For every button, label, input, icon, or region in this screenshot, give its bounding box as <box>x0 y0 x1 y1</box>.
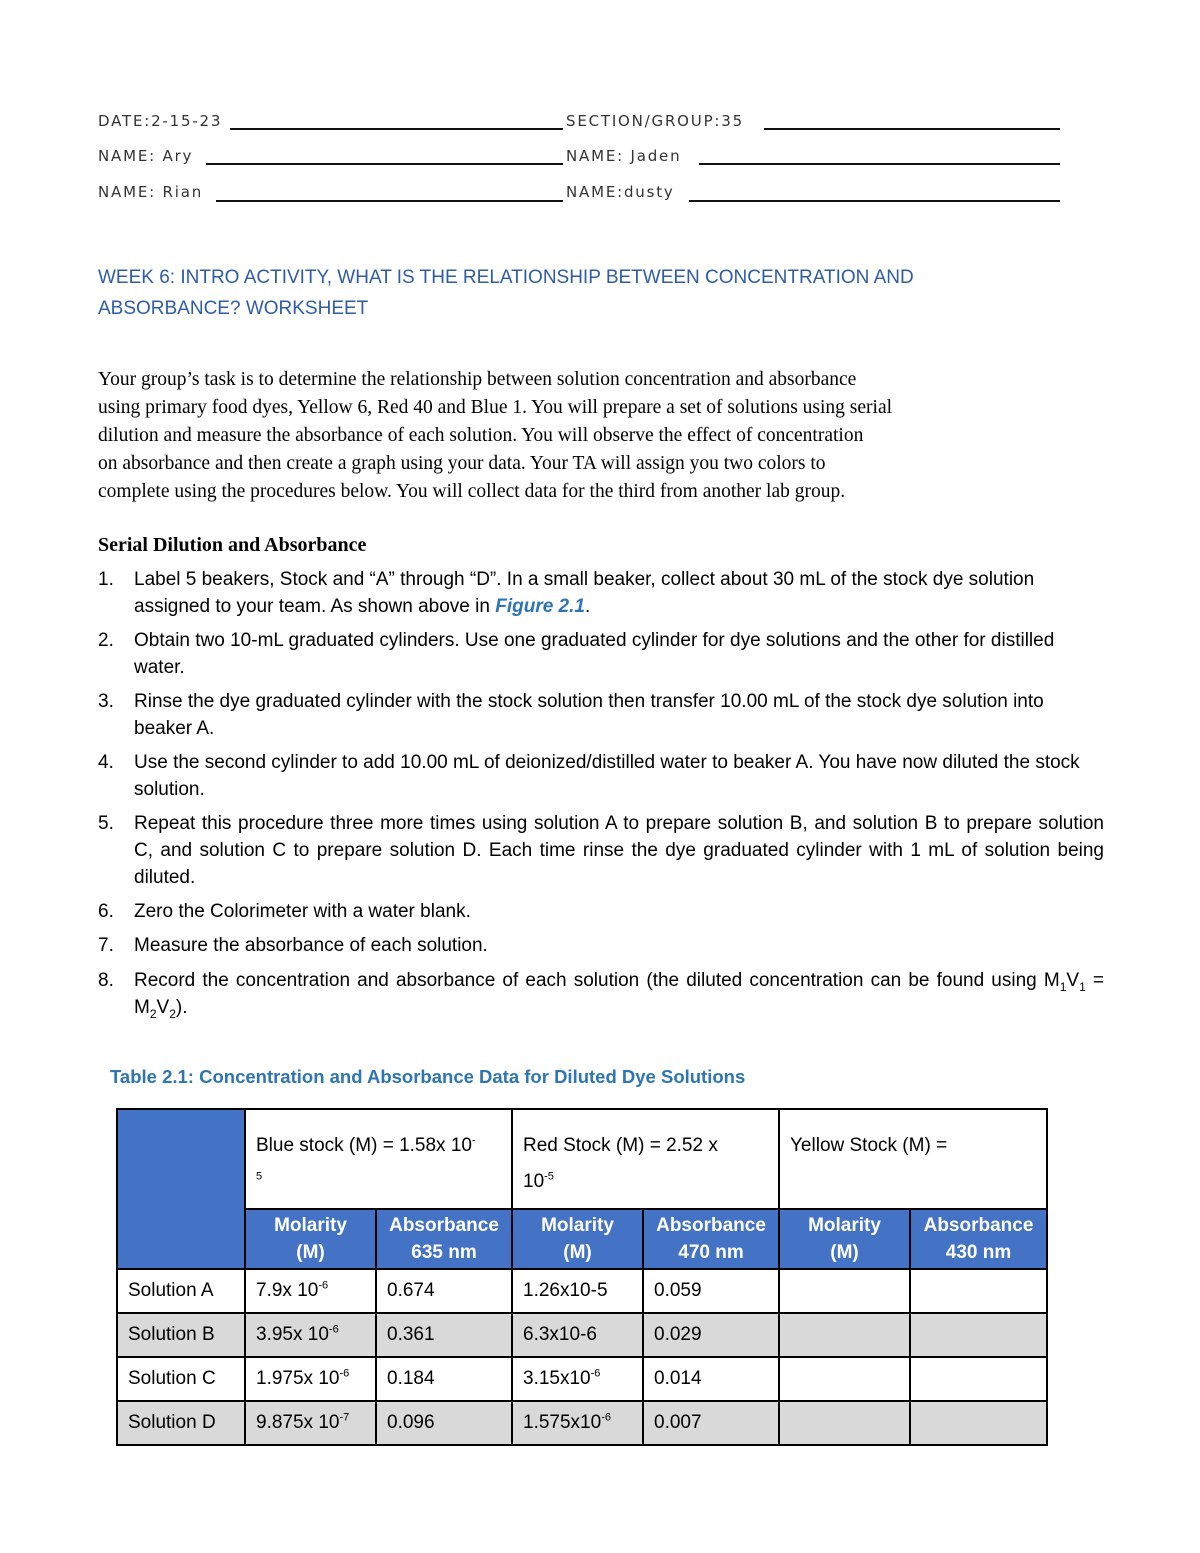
molarity-label: Molarity <box>541 1215 614 1236</box>
data-table <box>116 1108 1048 1446</box>
intro-line: complete using the procedures below. You will collect data for the third from another lab group. <box>98 481 846 502</box>
title-line-1: WEEK 6: INTRO ACTIVITY, WHAT IS THE RELATIONSHIP BETWEEN CONCENTRATION AND <box>98 267 914 288</box>
step-8-v: V <box>1066 970 1080 991</box>
subscript: 2 <box>149 1006 157 1021</box>
value: 1.975x 10 <box>256 1368 340 1389</box>
subscript: 1 <box>1059 979 1067 994</box>
wavelength: 635 nm <box>411 1242 477 1263</box>
blue-molarity-cell <box>245 1269 376 1313</box>
molarity-header <box>779 1209 910 1269</box>
yellow-absorbance-cell <box>910 1401 1047 1445</box>
name-field-3: NAME: Rian <box>98 183 204 201</box>
wavelength: 470 nm <box>678 1242 744 1263</box>
value: 6.3x10-6 <box>523 1324 597 1345</box>
exponent: -6 <box>318 1279 329 1292</box>
red-stock-text: Red Stock (M) = 2.52 x <box>523 1135 718 1156</box>
intro-line: dilution and measure the absorbance of each solution. You will observe the effect of concentration <box>98 425 864 446</box>
wavelength: 430 nm <box>945 1242 1012 1263</box>
red-molarity-cell <box>512 1401 643 1445</box>
exponent: - <box>471 1134 476 1147</box>
name-underline-2 <box>699 163 1060 165</box>
step-number: 3. <box>98 691 114 712</box>
section-underline <box>764 128 1060 130</box>
molarity-header <box>512 1209 643 1269</box>
section-field: SECTION/GROUP:35 <box>566 112 744 130</box>
step-text: Obtain two 10-mL graduated cylinders. Use one graduated cylinder for dye solutions and the other for distilled water. <box>134 630 1055 678</box>
name-field-2: NAME: Jaden <box>566 147 682 165</box>
step-number: 7. <box>98 935 114 956</box>
molarity-header <box>245 1209 376 1269</box>
value: 1.26x10-5 <box>523 1280 608 1301</box>
step-number: 4. <box>98 752 114 773</box>
yellow-absorbance-cell <box>910 1357 1047 1401</box>
intro-line: on absorbance and then create a graph using your data. Your TA will assign you two colors to <box>98 453 826 474</box>
red-stock-text-2: 10 <box>523 1171 545 1192</box>
red-absorbance-cell: 0.007 <box>643 1401 779 1445</box>
worksheet-title <box>98 262 1058 324</box>
step-text: Zero the Colorimeter with a water blank. <box>134 901 471 922</box>
absorbance-header <box>376 1209 512 1269</box>
blue-absorbance-cell: 0.096 <box>376 1401 512 1445</box>
yellow-absorbance-cell <box>910 1269 1047 1313</box>
exponent: -6 <box>601 1411 611 1424</box>
row-label: Solution A <box>117 1269 245 1313</box>
step-text: Measure the absorbance of each solution. <box>134 935 488 956</box>
molarity-label: Molarity <box>274 1215 347 1236</box>
blue-absorbance-cell: 0.361 <box>376 1313 512 1357</box>
exponent: -6 <box>339 1367 350 1380</box>
intro-line: Your group’s task is to determine the relationship between solution concentration and absorbance <box>98 369 857 390</box>
step-text <box>134 967 1104 1021</box>
molarity-unit: (M) <box>296 1242 325 1263</box>
value: 3.15x10 <box>523 1368 591 1389</box>
step-number: 5. <box>98 813 114 834</box>
molarity-label: Molarity <box>808 1215 881 1236</box>
exponent: -6 <box>328 1323 339 1336</box>
red-molarity-cell <box>512 1269 643 1313</box>
name-field-4: NAME:dusty <box>566 183 675 201</box>
exponent: -6 <box>590 1367 601 1380</box>
red-absorbance-cell: 0.059 <box>643 1269 779 1313</box>
value: 3.95x 10 <box>256 1324 329 1345</box>
red-absorbance-cell: 0.029 <box>643 1313 779 1357</box>
step-number: 6. <box>98 901 114 922</box>
blue-molarity-cell <box>245 1313 376 1357</box>
intro-paragraph <box>98 366 1108 506</box>
yellow-absorbance-cell <box>910 1313 1047 1357</box>
table-caption: Table 2.1: Concentration and Absorbance Data for Diluted Dye Solutions <box>110 1066 746 1087</box>
molarity-unit: (M) <box>563 1242 592 1263</box>
blue-stock-header <box>245 1109 512 1209</box>
step-text: Rinse the dye graduated cylinder with the stock solution then transfer 10.00 mL of the stock dye solution into beaker A. <box>134 691 1044 739</box>
step-number: 1. <box>98 569 114 590</box>
blue-stock-text: Blue stock (M) = 1.58x 10 <box>256 1135 472 1156</box>
blue-molarity-cell <box>245 1357 376 1401</box>
row-label: Solution B <box>117 1313 245 1357</box>
exponent: 5 <box>256 1170 263 1183</box>
table-header-row <box>117 1109 1047 1209</box>
value: 9.875x 10 <box>256 1412 340 1433</box>
figure-reference: Figure 2.1 <box>495 596 585 617</box>
absorbance-label: Absorbance <box>656 1215 766 1236</box>
table-row <box>117 1401 1047 1445</box>
date-underline <box>230 128 563 130</box>
title-line-2: ABSORBANCE? WORKSHEET <box>98 298 369 319</box>
row-label: Solution C <box>117 1357 245 1401</box>
step-text <box>134 566 1104 620</box>
absorbance-header <box>910 1209 1047 1269</box>
step-8-text: Record the concentration and absorbance of each solution (the diluted concentration can be found using M <box>134 970 1060 991</box>
table-row <box>117 1269 1047 1313</box>
name-field-1: NAME: Ary <box>98 147 194 165</box>
section-heading: Serial Dilution and Absorbance <box>98 534 367 556</box>
name-underline-4 <box>689 200 1060 202</box>
value: 1.575x10 <box>523 1412 602 1433</box>
step-8-eq: = M <box>134 970 1104 1018</box>
blue-molarity-cell <box>245 1401 376 1445</box>
exponent: -5 <box>544 1170 554 1183</box>
step-8-end: ). <box>175 997 188 1018</box>
yellow-molarity-cell <box>779 1269 910 1313</box>
date-field: DATE:2-15-23 <box>98 112 223 130</box>
molarity-unit: (M) <box>830 1242 859 1263</box>
step-8-v: V <box>156 997 170 1018</box>
yellow-molarity-cell <box>779 1357 910 1401</box>
red-molarity-cell <box>512 1313 643 1357</box>
exponent: -7 <box>339 1411 350 1424</box>
table-subheader-row <box>117 1209 1047 1269</box>
step-number: 2. <box>98 630 114 651</box>
name-underline-1 <box>206 163 563 165</box>
step-1-end: . <box>584 596 591 617</box>
table-row <box>117 1357 1047 1401</box>
step-text: Repeat this procedure three more times using solution A to prepare solution B, and solution B to prepare solution C, and solution C to prepare solution D. Each time rinse the dye graduated cylinder with 1 mL of solution being diluted. <box>134 813 1104 888</box>
absorbance-label: Absorbance <box>923 1215 1034 1236</box>
blue-absorbance-cell: 0.674 <box>376 1269 512 1313</box>
absorbance-header <box>643 1209 779 1269</box>
red-molarity-cell <box>512 1357 643 1401</box>
name-underline-3 <box>216 200 563 202</box>
yellow-stock-header: Yellow Stock (M) = <box>779 1109 1047 1209</box>
row-label: Solution D <box>117 1401 245 1445</box>
red-stock-header <box>512 1109 779 1209</box>
red-absorbance-cell: 0.014 <box>643 1357 779 1401</box>
subscript: 2 <box>169 1006 176 1021</box>
table-row <box>117 1313 1047 1357</box>
step-text: Use the second cylinder to add 10.00 mL of deionized/distilled water to beaker A. You have now diluted the stock solution. <box>134 752 1080 800</box>
yellow-molarity-cell <box>779 1401 910 1445</box>
subscript: 1 <box>1079 979 1086 994</box>
step-number: 8. <box>98 970 114 991</box>
yellow-molarity-cell <box>779 1313 910 1357</box>
intro-line: using primary food dyes, Yellow 6, Red 40 and Blue 1. You will prepare a set of solutions using serial <box>98 397 893 418</box>
absorbance-label: Absorbance <box>389 1215 499 1236</box>
blue-absorbance-cell: 0.184 <box>376 1357 512 1401</box>
table-corner-cell <box>117 1109 245 1269</box>
value: 7.9x 10 <box>256 1280 319 1301</box>
step-1-text: Label 5 beakers, Stock and “A” through “D”. In a small beaker, collect about 30 mL of the stock dye solution assigned to your team. As shown above in <box>134 569 1035 617</box>
